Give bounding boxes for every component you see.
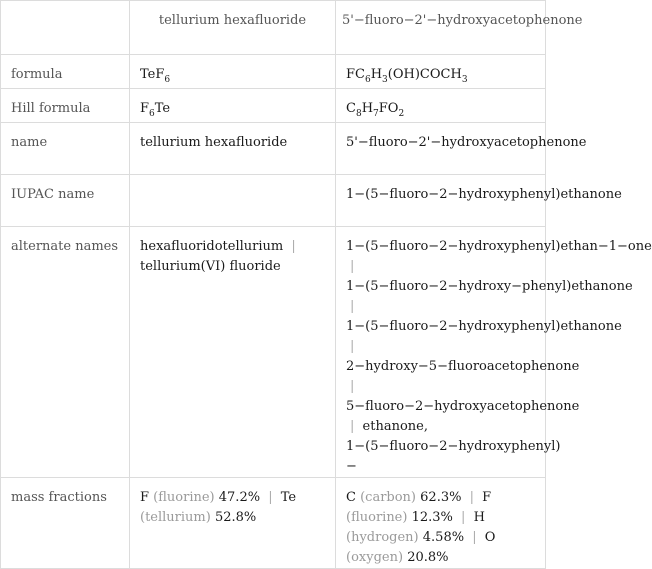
formula-subscript: 8 xyxy=(355,109,362,119)
table-row xyxy=(1,175,546,227)
column-header-fluoro-hydroxyacetophenone: 5'−fluoro−2'−hydroxyacetophenone xyxy=(336,1,546,55)
mass-fraction-value: 12.3% xyxy=(411,510,453,525)
formula-text: TeF xyxy=(140,67,165,82)
element-name: (fluorine) xyxy=(153,490,215,505)
formula-subscript: 6 xyxy=(364,75,371,85)
formula-text: Te xyxy=(154,101,171,116)
separator: | xyxy=(350,419,355,434)
table-row xyxy=(1,123,546,175)
alternate-name: hexafluoridotellurium xyxy=(140,239,284,254)
formula-subscript: 7 xyxy=(373,109,379,119)
alternate-name: 5−fluoro−2−hydroxyacetophenone xyxy=(346,399,580,414)
corner-cell xyxy=(1,1,130,55)
row-label-alternate-names: alternate names xyxy=(1,227,130,478)
name-cell-2: 5'−fluoro−2'−hydroxyacetophenone xyxy=(336,123,546,175)
row-label-iupac-name: IUPAC name xyxy=(1,175,130,227)
alternate-name: tellurium(VI) fluoride xyxy=(140,259,281,274)
alternate-name: 1−(5−fluoro−2−hydroxyphenyl)ethan−1−one xyxy=(346,239,652,254)
column-header-tellurium-hexafluoride: tellurium hexafluoride xyxy=(130,1,336,55)
formula-subscript: 6 xyxy=(149,109,155,119)
element-symbol: H xyxy=(473,510,485,525)
row-label-mass-fractions: mass fractions xyxy=(1,478,130,569)
element-name: (fluorine) xyxy=(346,510,408,525)
element-symbol: F xyxy=(140,490,150,505)
separator: | xyxy=(472,530,477,545)
separator: | xyxy=(268,490,273,505)
separator: | xyxy=(350,299,355,314)
alternate-name: 1−(5−fluoro−2−hydroxyphenyl)ethanone xyxy=(346,319,622,334)
table-row xyxy=(1,89,546,123)
element-symbol: F xyxy=(482,490,492,505)
element-name: (tellurium) xyxy=(140,510,211,525)
separator: | xyxy=(350,259,355,274)
iupac-name-cell-1 xyxy=(130,175,336,227)
table-row xyxy=(1,55,546,89)
formula-text: FO xyxy=(378,101,399,116)
mass-fraction-value: 62.3% xyxy=(420,490,462,505)
element-symbol: Te xyxy=(280,490,297,505)
formula-text: F xyxy=(140,101,150,116)
formula-text: FC xyxy=(346,67,365,82)
row-label-hill-formula: Hill formula xyxy=(1,89,130,123)
hill-formula-cell-2 xyxy=(336,89,546,123)
element-symbol: O xyxy=(484,530,496,545)
separator: | xyxy=(291,239,296,254)
formula-text: C xyxy=(346,101,356,116)
mass-fraction-value: 20.8% xyxy=(407,550,449,565)
row-label-formula: formula xyxy=(1,55,130,89)
formula-subscript: 3 xyxy=(382,75,388,85)
formula-text: (OH)COCH xyxy=(387,67,462,82)
alternate-name: 1−(5−fluoro−2−hydroxy−phenyl)ethanone xyxy=(346,279,633,294)
table-row xyxy=(1,478,546,569)
alternate-name: 2−hydroxy−5−fluoroacetophenone xyxy=(346,359,580,374)
row-label-name: name xyxy=(1,123,130,175)
mass-fraction-value: 52.8% xyxy=(214,510,257,525)
mass-fractions-cell-1 xyxy=(130,478,336,569)
formula-cell-1 xyxy=(130,55,336,89)
table-row xyxy=(1,227,546,478)
name-cell-1: tellurium hexafluoride xyxy=(130,123,336,175)
mass-fraction-value: 47.2% xyxy=(218,490,261,505)
header-row xyxy=(1,1,546,55)
formula-text: H xyxy=(370,67,383,82)
mass-fraction-value: 4.58% xyxy=(422,530,465,545)
iupac-name-cell-2: 1−(5−fluoro−2−hydroxyphenyl)ethanone xyxy=(336,175,546,227)
formula-subscript: 3 xyxy=(461,75,468,85)
separator: | xyxy=(461,510,466,525)
separator: | xyxy=(469,490,474,505)
separator: | xyxy=(350,379,355,394)
hill-formula-cell-1 xyxy=(130,89,336,123)
element-name: (carbon) xyxy=(360,490,417,505)
formula-cell-2 xyxy=(336,55,546,89)
mass-fractions-cell-2 xyxy=(336,478,546,569)
element-symbol: C xyxy=(346,490,356,505)
separator: | xyxy=(350,339,355,354)
formula-subscript: 6 xyxy=(164,75,171,85)
alternate-names-cell-1 xyxy=(130,227,336,478)
element-name: (hydrogen) xyxy=(346,530,419,545)
formula-text: H xyxy=(361,101,374,116)
alternate-names-cell-2 xyxy=(336,227,652,478)
element-name: (oxygen) xyxy=(346,550,404,565)
formula-subscript: 2 xyxy=(398,109,405,119)
alternate-name: ethanone, 1−(5−fluoro−2−hydroxyphenyl)− xyxy=(346,419,561,474)
